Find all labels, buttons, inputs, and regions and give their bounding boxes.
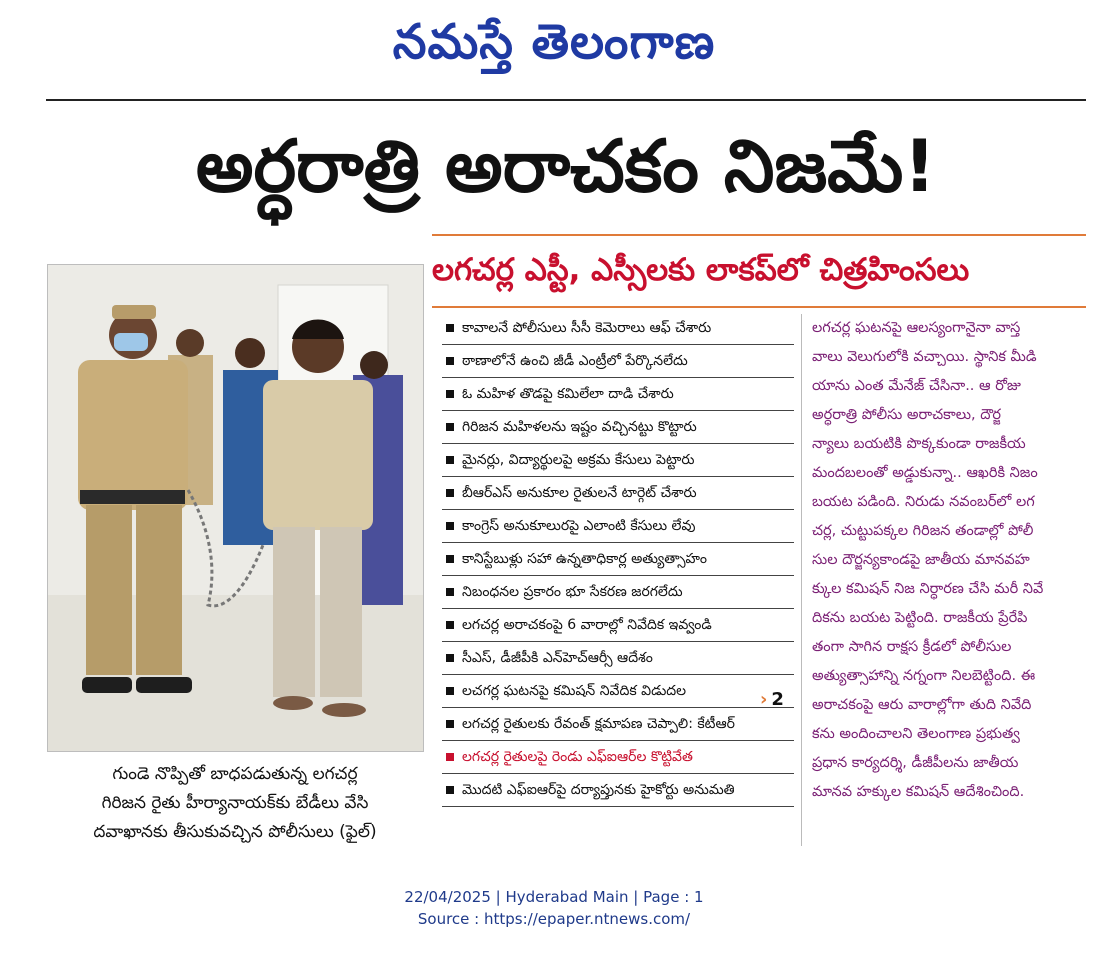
bullet-list	[442, 312, 794, 807]
bullet-item	[442, 345, 794, 378]
body-line: సుల దౌర్జన్యకాండపై జాతీయ మానవహ	[812, 552, 1030, 568]
masthead-logo: నమస్తే తెలంగాణ	[392, 14, 716, 70]
bullet-square-icon	[446, 456, 454, 464]
bullet-square-icon	[446, 720, 454, 728]
column-divider	[801, 314, 802, 846]
body-line: బయట పడింది. నిరుడు నవంబర్‌లో లగ	[812, 494, 1035, 510]
bullet-square-icon	[446, 753, 454, 761]
bullet-square-icon	[446, 687, 454, 695]
bullet-item	[442, 708, 794, 741]
body-line: చర్ల, చుట్టుపక్కల గిరిజన తండాల్లో పోలీ	[812, 523, 1034, 539]
bullet-item	[442, 378, 794, 411]
body-line: క్కుల కమిషన్ నిజ నిర్ధారణ చేసి మరీ నివే	[812, 581, 1044, 597]
continued-page-ref[interactable]	[760, 686, 784, 714]
bullet-text: ఠాణాలోనే ఉంచి జీడీ ఎంట్రీలో పేర్కొనలేదు	[462, 353, 688, 369]
bullet-item	[442, 510, 794, 543]
bullet-text: లగచర్ల రైతులకు రేవంత్ క్షమాపణ చెప్పాలి: కేటీఆర్	[462, 716, 735, 732]
body-line: కను అందించాలని తెలంగాణ ప్రభుత్వ	[812, 726, 1020, 742]
bullet-square-icon	[446, 654, 454, 662]
photo-caption	[50, 760, 420, 847]
body-line: లగచర్ల ఘటనపై ఆలస్యంగానైనా వాస్త	[812, 320, 1021, 336]
bullet-item-highlight	[442, 741, 794, 774]
bullet-square-icon	[446, 390, 454, 398]
bullet-square-icon	[446, 522, 454, 530]
headline: అర్ధరాత్రి అరాచకం నిజమే!	[195, 124, 937, 208]
bullet-text: లచగర్ల ఘటనపై కమిషన్ నివేదిక విడుదల	[462, 683, 687, 699]
page-footer	[0, 886, 1108, 930]
page-ref-number: 2	[771, 689, 784, 710]
body-line: న్యాలు బయటికి పొక్కకుండా రాజకీయ	[812, 436, 1026, 452]
body-line: తంగా సాగిన రాక్షస క్రీడలో పోలీసుల	[812, 639, 1012, 655]
bullet-item	[442, 576, 794, 609]
caption-line: గిరిజన రైతు హీర్యానాయక్‌కు బేడీలు వేసి	[101, 793, 369, 813]
subheadline: లగచర్ల ఎస్టీ, ఎస్సీలకు లాకప్‌లో చిత్రహింసలు	[432, 252, 970, 288]
body-line: మందబలంతో అడ్డుకున్నా.. ఆఖరికి నిజం	[812, 465, 1038, 481]
bullet-text: మొదటి ఎఫ్ఐఆర్‌పై దర్యాప్తునకు హైకోర్టు అనుమతి	[462, 782, 735, 798]
bullet-item	[442, 543, 794, 576]
photo-illustration	[48, 265, 423, 751]
body-line: మానవ హక్కుల కమిషన్ ఆదేశించింది.	[812, 784, 1025, 800]
bullet-square-icon	[446, 621, 454, 629]
subheadline-rule-top	[432, 234, 1086, 236]
bullet-item	[442, 477, 794, 510]
bullet-item	[442, 609, 794, 642]
bullet-text: ఓ మహిళ తొడపై కమిలేలా దాడి చేశారు	[462, 386, 674, 402]
bullet-text: లగచర్ల రైతులపై రెండు ఎఫ్ఐఆర్‌ల కొట్టివేత	[462, 749, 693, 765]
bullet-square-icon	[446, 489, 454, 497]
bullet-text: లగచర్ల అరాచకంపై 6 వారాల్లో నివేదిక ఇవ్వండి	[462, 617, 712, 633]
bullet-text: కానిస్టేబుళ్లు సహా ఉన్నతాధికార్ల అత్యుత్సాహం	[462, 551, 707, 567]
bullet-square-icon	[446, 555, 454, 563]
caption-line: దవాఖానకు తీసుకువచ్చిన పోలీసులు (ఫైల్)	[93, 822, 377, 842]
bullet-square-icon	[446, 588, 454, 596]
body-line: వాలు వెలుగులోకి వచ్చాయి. స్థానిక మీడి	[812, 349, 1037, 365]
body-line: యాను ఎంత మేనేజ్ చేసినా.. ఆ రోజు	[812, 378, 1021, 394]
bullet-text: నిబంధనల ప్రకారం భూ సేకరణ జరగలేదు	[462, 584, 683, 600]
body-line: అరాచకంపై ఆరు వారాల్లోగా తుది నివేది	[812, 697, 1032, 713]
bullet-square-icon	[446, 357, 454, 365]
body-line: అర్ధరాత్రి పోలీసు అరాచకాలు, దౌర్జ	[812, 407, 1002, 423]
body-line: అత్యుత్సాహాన్ని నగ్నంగా నిలబెట్టింది. ఈ	[812, 668, 1036, 684]
body-line: ప్రధాన కార్యదర్శి, డీజీపీలను జాతీయ	[812, 755, 1019, 771]
bullet-text: బీఆర్ఎస్ అనుకూల రైతులనే టార్గెట్ చేశారు	[462, 485, 697, 501]
bullet-item	[442, 411, 794, 444]
bullet-square-icon	[446, 423, 454, 431]
news-photo	[47, 264, 424, 752]
subheadline-rule-bottom	[432, 306, 1086, 308]
bullet-item	[442, 312, 794, 345]
bullet-text: కాంగ్రెస్ అనుకూలురపై ఎలాంటి కేసులు లేవు	[462, 518, 696, 534]
caption-line: గుండె నొప్పితో బాధపడుతున్న లగచర్ల	[112, 764, 358, 784]
footer-source-line: Source : https://epaper.ntnews.com/	[417, 910, 691, 928]
chevron-right-icon: ›	[760, 689, 768, 710]
bullet-text: మైనర్లు, విద్యార్థులపై అక్రమ కేసులు పెట్టారు	[462, 452, 695, 468]
bullet-item	[442, 774, 794, 807]
masthead-divider	[46, 99, 1086, 101]
article-body	[812, 314, 1090, 807]
bullet-square-icon	[446, 324, 454, 332]
bullet-square-icon	[446, 786, 454, 794]
bullet-item	[442, 675, 794, 708]
footer-date-line: 22/04/2025 | Hyderabad Main | Page : 1	[404, 888, 704, 906]
bullet-text: గిరిజన మహిళలను ఇష్టం వచ్చినట్టు కొట్టారు	[462, 419, 697, 435]
body-line: దికను బయట పెట్టింది. రాజకీయ ప్రేరేపి	[812, 610, 1028, 626]
bullet-item	[442, 444, 794, 477]
bullet-text: కావాలనే పోలీసులు సీసీ కెమెరాలు ఆఫ్ చేశారు	[462, 320, 712, 336]
bullet-item	[442, 642, 794, 675]
bullet-text: సీఎస్, డీజీపీకి ఎన్‌హెచ్‌ఆర్సీ ఆదేశం	[462, 650, 653, 666]
